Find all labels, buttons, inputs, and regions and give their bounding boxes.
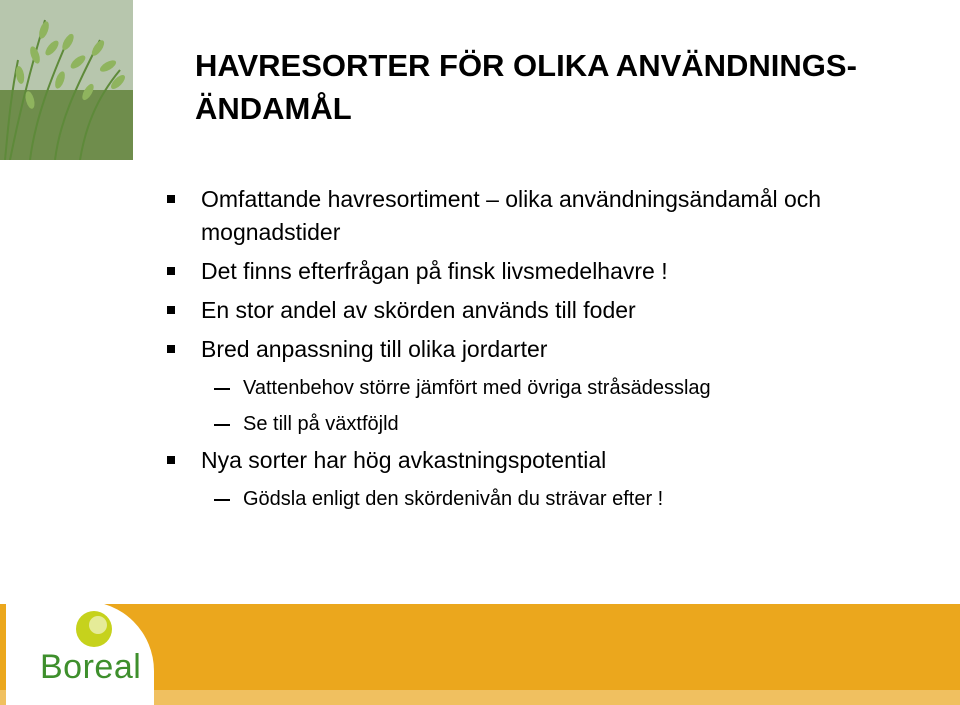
sub-bullet-text: Se till på växtföjld bbox=[243, 413, 399, 435]
bullet-square-icon bbox=[167, 456, 175, 464]
bullet-item bbox=[165, 333, 935, 438]
logo-wordmark: Boreal bbox=[40, 648, 142, 686]
sub-bullet-item bbox=[165, 485, 935, 513]
bullet-square-icon bbox=[167, 306, 175, 314]
bullet-list bbox=[165, 183, 935, 513]
oat-plant-photo bbox=[0, 0, 133, 160]
bullet-item bbox=[165, 183, 935, 249]
sub-bullet-item bbox=[165, 410, 935, 438]
dash-icon bbox=[214, 424, 230, 426]
bullet-text: Nya sorter har hög avkastningspotential bbox=[201, 447, 607, 473]
page-title: HAVRESORTER FÖR OLIKA ANVÄNDNINGS-ÄNDAMÅL bbox=[195, 48, 857, 126]
bullet-text: Det finns efterfrågan på finsk livsmedelhavre ! bbox=[201, 258, 668, 284]
bullet-item bbox=[165, 294, 935, 327]
sub-bullet-text: Vattenbehov större jämfört med övriga stråsädesslag bbox=[243, 377, 711, 399]
sub-bullet-text: Gödsla enligt den skördenivån du strävar efter ! bbox=[243, 488, 664, 510]
sub-bullet-item bbox=[165, 374, 935, 402]
sub-bullet-list bbox=[201, 374, 935, 438]
sub-bullet-list bbox=[201, 485, 935, 513]
bullet-item bbox=[165, 255, 935, 288]
bullet-square-icon bbox=[167, 195, 175, 203]
bullet-item bbox=[165, 444, 935, 513]
dash-icon bbox=[214, 499, 230, 501]
bullet-square-icon bbox=[167, 345, 175, 353]
dash-icon bbox=[214, 388, 230, 390]
bullet-square-icon bbox=[167, 267, 175, 275]
bullet-text: Bred anpassning till olika jordarter bbox=[201, 336, 548, 362]
bullet-text: Omfattande havresortiment – olika användningsändamål och mognadstider bbox=[201, 186, 822, 245]
bullet-text: En stor andel av skörden används till foder bbox=[201, 297, 636, 323]
